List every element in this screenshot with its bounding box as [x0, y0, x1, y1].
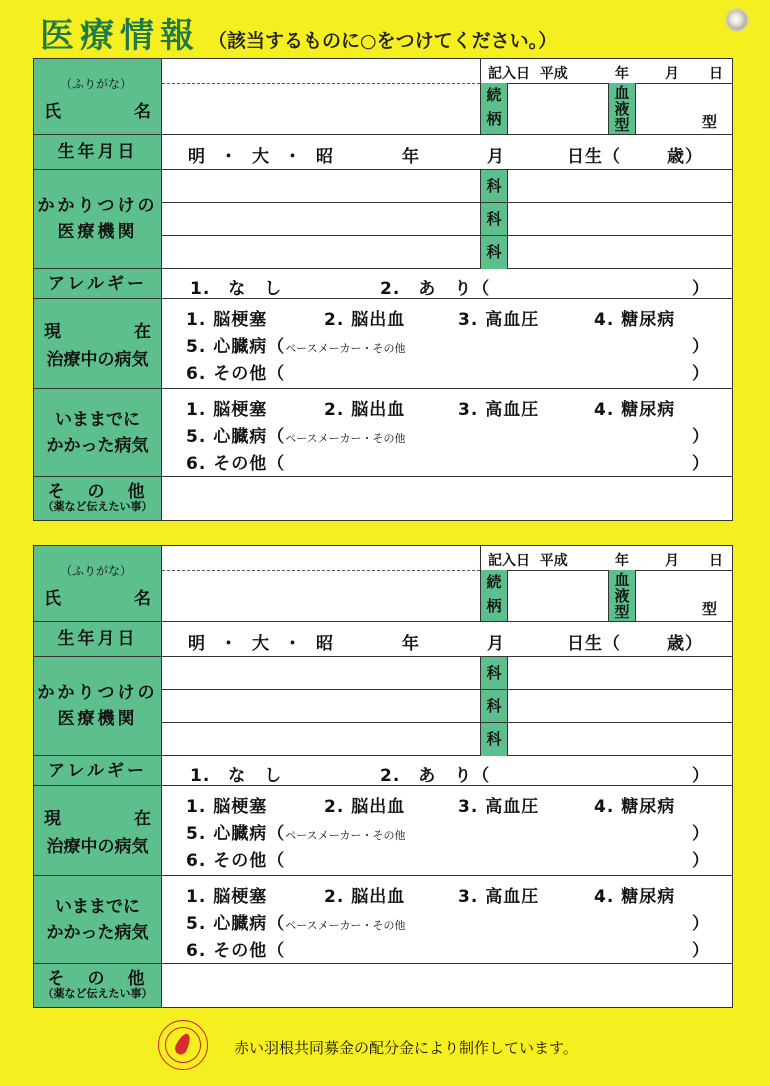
medical-form-1	[33, 58, 733, 521]
relationship-input[interactable]	[512, 574, 604, 618]
other-row: そ の 他 （薬など伝えたい事）	[34, 964, 732, 1007]
footer	[150, 1020, 630, 1070]
entry-date: 記入日 平成	[488, 553, 568, 569]
relationship-input[interactable]	[512, 87, 604, 131]
furigana-line	[162, 83, 480, 84]
clinic-row: かかりつけの 医療機関 科 科 科	[34, 657, 732, 756]
furigana-input[interactable]	[172, 550, 472, 568]
past-illness-row: いままでに かかった病気 1. 脳梗塞 2. 脳出血 3. 高血圧 4. 糖尿病 5. 心臓病（ペースメーカー・その他 ） 6. その他（ ）	[34, 876, 732, 964]
name-label: （ふりがな） 氏 名	[34, 546, 162, 621]
current-illness-row: 現 在 治療中の病気 1. 脳梗塞 2. 脳出血 3. 高血圧 4. 糖尿病 5. 心臓病（ペースメーカー・その他 ） 6. その他（ ）	[34, 786, 732, 876]
name-label: （ふりがな） 氏 名	[34, 59, 162, 134]
name-content: 記入日 平成 年 月 日 続 柄 血 液 型 型	[162, 546, 732, 621]
name-input[interactable]	[172, 89, 472, 129]
blood-type-suffix: 型	[702, 600, 718, 618]
clinic-row: かかりつけの 医療機関 科 科 科	[34, 170, 732, 269]
grommet-icon	[727, 10, 747, 30]
footer-text: 赤い羽根共同募金の配分金により制作しています。	[234, 1039, 578, 1057]
other-input[interactable]	[162, 964, 732, 1007]
birthdate-row: 生年月日 明 ・ 大 ・ 昭 年 月 日生（ 歳）	[34, 622, 732, 657]
blood-type-suffix: 型	[702, 113, 718, 131]
medical-form-2	[33, 545, 733, 1008]
clinic-name-input[interactable]	[170, 659, 470, 687]
other-input[interactable]	[162, 477, 732, 520]
allergy-row: アレルギー 1. な し 2. あ り（ ）	[34, 756, 732, 786]
blood-type-label: 血 液 型	[608, 570, 636, 621]
past-illness-row: いままでに かかった病気 1. 脳梗塞 2. 脳出血 3. 高血圧 4. 糖尿病 5. 心臓病（ペースメーカー・その他 ） 6. その他（ ）	[34, 389, 732, 477]
relationship-label: 続 柄	[480, 83, 508, 134]
name-row	[34, 546, 732, 622]
blood-type-label: 血 液 型	[608, 83, 636, 134]
name-row	[34, 59, 732, 135]
allergy-row: アレルギー 1. な し 2. あ り（ ）	[34, 269, 732, 299]
entry-date: 記入日 平成	[488, 66, 568, 82]
header	[40, 8, 557, 58]
name-input[interactable]	[172, 576, 472, 616]
relationship-label: 続 柄	[480, 570, 508, 621]
current-illness-row: 現 在 治療中の病気 1. 脳梗塞 2. 脳出血 3. 高血圧 4. 糖尿病 5. 心臓病（ペースメーカー・その他 ） 6. その他（ ）	[34, 299, 732, 389]
furigana-line	[162, 570, 480, 571]
furigana-input[interactable]	[172, 63, 472, 81]
page-subtitle: （該当するものに○をつけてください。）	[208, 30, 558, 52]
name-content: 記入日 平成 年 月 日 続 柄 血 液 型 型	[162, 59, 732, 134]
page-title: 医療情報	[40, 16, 200, 56]
red-feather-icon	[158, 1020, 208, 1070]
other-row: そ の 他 （薬など伝えたい事）	[34, 477, 732, 520]
clinic-name-input[interactable]	[170, 172, 470, 200]
birthdate-row: 生年月日 明 ・ 大 ・ 昭 年 月 日生（ 歳）	[34, 135, 732, 170]
